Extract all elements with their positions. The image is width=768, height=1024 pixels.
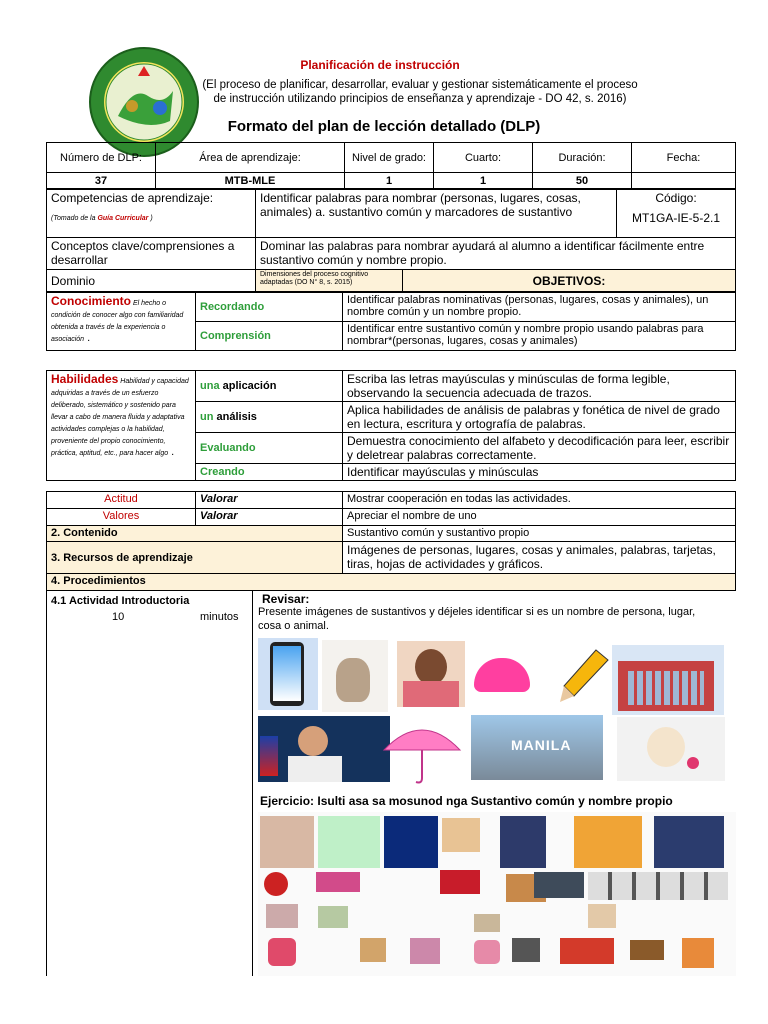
knowledge-dim-1: Recordando — [196, 293, 343, 322]
attitude-dim: Valorar — [196, 492, 343, 509]
skills-dim-1: una aplicación — [196, 371, 343, 402]
knowledge-dim-2: Comprensión — [196, 322, 343, 351]
resources-label: 3. Recursos de aprendizaje — [47, 542, 343, 574]
planning-description: (El proceso de planificar, desarrollar, evaluar y gestionar sistemáticamente el proceso de instrucción utilizando principios de enseñanza y aprendizaje - DO 42, s. 2016) — [202, 79, 638, 105]
skills-cell: Habilidades Habilidad y capacidad adquiridas a través de un esfuerzo deliberado, sistemático y sostenido para llevar a cabo de manera fluida y adaptativa actividades complejas o la habilidad, proveniente del propio conocimiento, práctica, aptitud, etc., para hacer algo . — [47, 371, 196, 481]
puppy-image — [617, 717, 725, 781]
red-heels-image — [440, 870, 480, 894]
dlp-number-header: Número de DLP: — [47, 143, 156, 173]
skills-dim-4: Creando — [196, 464, 343, 481]
dog-small-image — [360, 938, 386, 962]
jollibee-image — [560, 938, 614, 964]
skills-obj-1: Escriba las letras mayúsculas y minúsculas de forma legible, observando la secuencia adecuada de trazos. — [343, 371, 736, 402]
grade-value: 1 — [345, 173, 434, 189]
competencies-table — [46, 189, 736, 292]
cat-small-image — [474, 914, 500, 932]
procedures-label: 4. Procedimientos — [47, 574, 736, 591]
competency-label-cell — [47, 190, 256, 238]
bench-image — [630, 940, 664, 960]
manila-label: MANILA — [511, 737, 572, 753]
girl-image — [588, 904, 616, 928]
quarter-value: 1 — [434, 173, 533, 189]
kitten-image — [442, 818, 480, 852]
code-value: MT1GA-IE-5-2.1 — [631, 211, 721, 225]
skills-dim-3: Evaluando — [196, 433, 343, 464]
church-image — [410, 938, 440, 964]
values-obj: Apreciar el nombre de uno — [343, 509, 736, 526]
oreo-image — [384, 816, 438, 868]
logos-strip-image — [588, 872, 728, 900]
president-image — [258, 716, 390, 782]
duterte-image — [654, 816, 724, 868]
concepts-text: Dominar las palabras para nombrar ayudará al alumno a identificar fácilmente entre sustantivo común y nombre propio. — [256, 238, 736, 270]
smartphone-image — [258, 638, 318, 710]
content-text: Sustantivo común y sustantivo propio — [343, 526, 736, 542]
date-header: Fecha: — [632, 143, 736, 173]
knowledge-obj-1: Identificar palabras nominativas (personas, lugares, cosas y animales), un nombre común y un nombre propio. — [343, 293, 736, 322]
attitude-label: Actitud — [47, 492, 196, 509]
values-dim: Valorar — [196, 509, 343, 526]
cat-image — [322, 640, 388, 712]
competency-text: Identificar palabras para nombrar (personas, lugares, cosas, animales) a. sustantivo común y marcadores de sustantivo — [256, 190, 617, 238]
attitude-obj: Mostrar cooperación en todas las actividades. — [343, 492, 736, 509]
content-label: 2. Contenido — [47, 526, 343, 542]
boy-portrait-image — [266, 904, 298, 928]
tv-image — [512, 938, 540, 962]
info-table — [46, 142, 736, 189]
domain-label: Dominio — [47, 270, 256, 292]
revisar-label: Revisar: — [262, 592, 310, 606]
umbrella-image — [380, 714, 464, 786]
old-woman-image — [260, 816, 314, 868]
resources-text: Imágenes de personas, lugares, cosas y animales, palabras, tarjetas, tiras, hojas de actividades y gráficos. — [343, 542, 736, 574]
dlp-number: 37 — [47, 173, 156, 189]
duration-header: Duración: — [533, 143, 632, 173]
area-value: MTB-MLE — [156, 173, 345, 189]
boy-image — [500, 816, 546, 868]
fruits-image — [574, 816, 642, 868]
intro-activity-label: 4.1 Actividad Introductoria — [51, 595, 190, 607]
skills-desc: Habilidad y capacidad adquiridas a través de un esfuerzo deliberado, sistemático y sostenido para llevar a cabo de manera fluida y adaptativa actividades complejas o la habilidad, proveniente del propio conocimiento, práctica, aptitud, etc., para hacer algo — [51, 378, 189, 457]
planning-title: Planificación de instrucción — [300, 58, 460, 72]
concepts-label: Conceptos clave/comprensiones a desarrollar — [47, 238, 256, 270]
dlp-title: Formato del plan de lección detallado (DLP) — [227, 118, 541, 135]
pink-shoes-image — [468, 648, 538, 700]
pencil-image — [556, 646, 612, 706]
knowledge-obj-2: Identificar entre sustantivo común y nombre propio usando palabras para nombrar*(personas, lugares, cosas y animales) — [343, 322, 736, 351]
cartoon-image — [682, 938, 714, 968]
date-value — [632, 173, 736, 189]
skills-obj-2: Aplica habilidades de análisis de palabras y fonética de nivel de grado en lectura, escritura y ortografía de palabras. — [343, 402, 736, 433]
revisar-text: Presente imágenes de sustantivos y déjeles identificar si es un nombre de persona, lugar, cosa o animal. — [258, 606, 696, 632]
knowledge-table — [46, 292, 736, 351]
knowledge-title: Conocimiento — [51, 294, 131, 308]
manila-image — [471, 715, 603, 780]
objectives-header: OBJETIVOS: — [403, 270, 736, 292]
grade-header: Nivel de grado: — [345, 143, 434, 173]
values-label: Valores — [47, 509, 196, 526]
skills-table — [46, 370, 736, 481]
backpack-image — [268, 938, 296, 966]
car-image — [534, 872, 584, 898]
apple-image — [264, 872, 288, 896]
attitudes-table — [46, 491, 736, 591]
skills-title: Habilidades — [51, 372, 119, 386]
intro-minutes-value: 10 — [112, 611, 125, 623]
skills-obj-3: Demuestra conocimiento del alfabeto y decodificación para leer, escribir y deletrear palabras correctamente. — [343, 433, 736, 464]
pink-bag-image — [474, 940, 500, 964]
code-cell — [617, 190, 736, 238]
duration-value: 50 — [533, 173, 632, 189]
competency-label: Competencias de aprendizaje: — [51, 191, 214, 205]
quarter-header: Cuarto: — [434, 143, 533, 173]
building-image — [612, 645, 724, 715]
knowledge-cell: Conocimiento El hecho o condición de conocer algo con familiaridad obtenida a través de la experiencia o asociación . — [47, 293, 196, 351]
knowledge-desc: El hecho o condición de conocer algo con familiaridad obtenida a través de la experiencia o asociación — [51, 300, 184, 343]
skills-obj-4: Identificar mayúsculas y minúsculas — [343, 464, 736, 481]
woman-image — [397, 641, 465, 707]
storybook-image — [316, 872, 360, 892]
procedures-divider — [252, 591, 253, 976]
intro-minutes-label: minutos — [200, 611, 239, 623]
ejercicio-title: Ejercicio: Isulti asa sa mosunod nga Sustantivo común y nombre propio — [260, 794, 673, 808]
code-label: Código: — [655, 191, 697, 205]
skills-dim-2: un análisis — [196, 402, 343, 433]
competency-note: (Tomado de la Guía Curricular ) — [51, 215, 153, 222]
green-shoe-image — [318, 816, 380, 868]
area-header: Área de aprendizaje: — [156, 143, 345, 173]
dimensions-label: Dimensiones del proceso cognitivo adaptadas (DO N° 8, s. 2015) — [256, 270, 403, 292]
teacher-image — [318, 906, 348, 928]
